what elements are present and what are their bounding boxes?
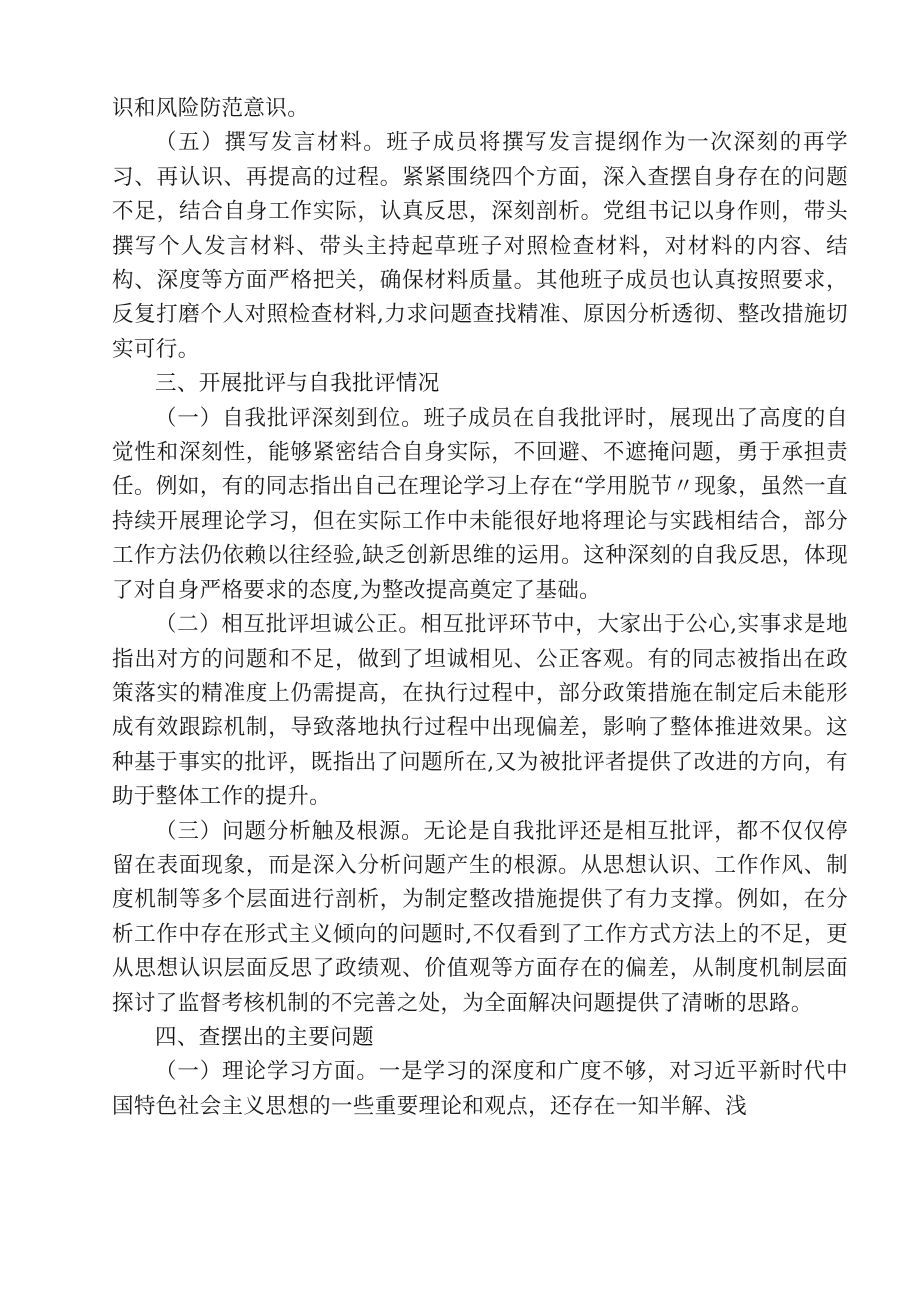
paragraph-mutual-criticism: （二）相互批评坦诚公正。相互批评环节中，大家出于公心,实事求是地指出对方的问题和不足，做到了坦诚相见、公正客观。有的同志被指出在政策落实的精准度上仍需提高，在执行过程中，部分政策措施在制定后未能形成有效跟踪机制，导致落地执行过程中出现偏差，影响了整体推进效果。这种基于事实的批评，既指出了问题所在,又为被批评者提供了改进的方向，有助于整体工作的提升。 xyxy=(112,612,848,810)
paragraph-self-criticism: （一）自我批评深刻到位。班子成员在自我批评时，展现出了高度的自觉性和深刻性，能够紧密结合自身实际，不回避、不遮掩问题，勇于承担责任。例如，有的同志指出自己在理论学习上存在“学用脱节〃现象，虽然一直持续开展理论学习，但在实际工作中未能很好地将理论与实践相结合，部分工作方法仍依赖以往经验,缺乏创新思维的运用。这种深刻的自我反思，体现了对自身严格要求的态度,为整改提高奠定了基础。 xyxy=(112,405,848,603)
paragraph-theory-study: （一）理论学习方面。一是学习的深度和广度不够，对习近平新时代中国特色社会主义思想的一些重要理论和观点，还存在一知半解、浅 xyxy=(112,1059,848,1119)
paragraph-section-5: （五）撰写发言材料。班子成员将撰写发言提纲作为一次深刻的再学习、再认识、再提高的过程。紧紧围绕四个方面，深入查摆自身存在的问题不足，结合自身工作实际，认真反思，深刻剖析。党组书记以身作则，带头撰写个人发言材料、带头主持起草班子对照检查材料，对材料的内容、结构、深度等方面严格把关，确保材料质量。其他班子成员也认真按照要求，反复打磨个人对照检查材料,力求问题查找精准、原因分析透彻、整改措施切实可行。 xyxy=(112,130,848,362)
paragraph-root-cause: （三）问题分析触及根源。无论是自我批评还是相互批评，都不仅仅停留在表面现象，而是深入分析问题产生的根源。从思想认识、工作作风、制度机制等多个层面进行剖析，为制定整改措施提供了有力支撑。例如，在分析工作中存在形式主义倾向的问题时,不仅看到了工作方式方法上的不足，更从思想认识层面反思了政绩观、价值观等方面存在的偏差，从制度机制层面探讨了监督考核机制的不完善之处，为全面解决问题提供了清晰的思路。 xyxy=(112,818,848,1016)
document-body xyxy=(112,92,848,1124)
heading-section-3: 三、开展批评与自我批评情况 xyxy=(155,371,440,397)
heading-section-4: 四、查摆出的主要问题 xyxy=(155,1024,375,1050)
paragraph-continuation: 识和风险防范意识。 xyxy=(112,96,310,121)
